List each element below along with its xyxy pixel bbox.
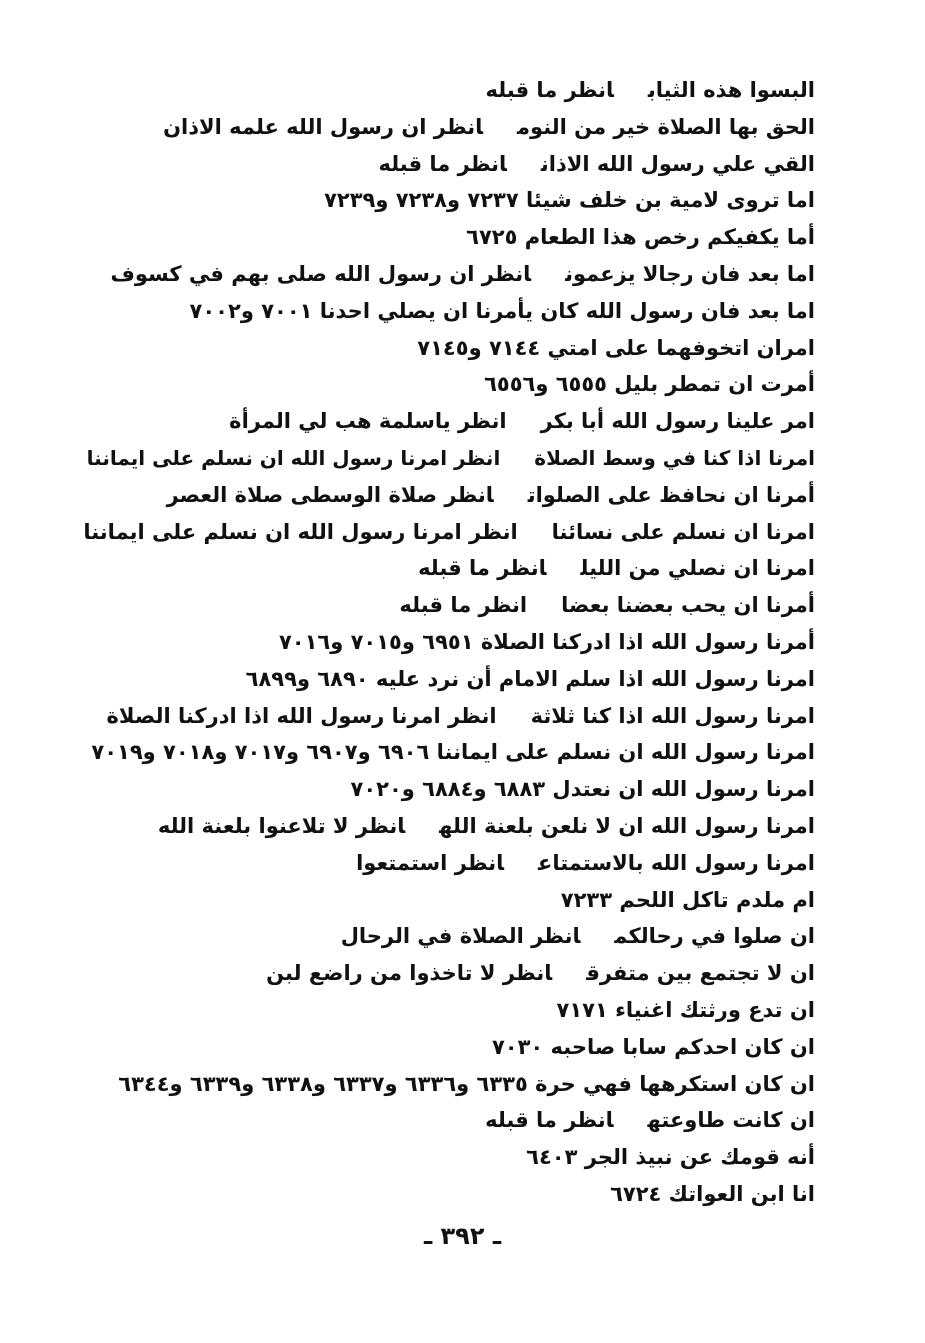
entry-heading: أنه قومك عن نبيذ الجر ٦٤٠٣: [526, 1145, 815, 1170]
entry-heading: الحق بها الصلاة خير من النوم: [517, 114, 815, 139]
entry-heading: امرنا رسول الله اذا سلم الامام أن نرد عليه ٦٨٩٠ و٦٨٩٩: [245, 666, 815, 691]
index-entry: [80, 293, 815, 330]
index-entry: [80, 698, 815, 735]
entry-heading: امرنا رسول الله ان نعتدل ٦٨٨٣ و٦٨٨٤ و٧٠٢٠: [350, 777, 815, 802]
index-entry: [80, 550, 815, 587]
entry-cross-reference: انظر الصلاة في الرحال: [340, 924, 581, 949]
entry-heading: أمرت ان تمطر بليل ٦٥٥٥ و٦٥٥٦: [484, 372, 815, 397]
index-entry: [80, 992, 815, 1029]
index-entry: [80, 661, 815, 698]
index-entry: [80, 808, 815, 845]
index-entry: [80, 109, 815, 146]
entry-cross-reference: انظر لا تاخذوا من راضع لبن: [266, 961, 553, 986]
index-entry: [80, 1176, 815, 1213]
entry-cross-reference: انظر ما قبله: [418, 556, 547, 581]
entry-heading: امر علينا رسول الله أبا بكر: [540, 409, 815, 434]
entry-heading: ان كان احدكم سابا صاحبه ٧٠٣٠: [491, 1034, 815, 1059]
entry-heading: القي علي رسول الله الاذان: [540, 151, 815, 176]
entry-heading: ان لا تجتمع بين متفرق: [586, 961, 815, 986]
index-entry: [80, 845, 815, 882]
hadith-index-list: [80, 72, 815, 1213]
index-entry: [80, 1102, 815, 1139]
index-entry: [80, 146, 815, 183]
entry-cross-reference: انظر لا تلاعنوا بلعنة الله: [157, 813, 406, 838]
entry-cross-reference: انظر ما قبله: [378, 151, 507, 176]
entry-heading: أما يكفيكم رخص هذا الطعام ٦٧٢٥: [466, 225, 815, 250]
index-entry: [80, 219, 815, 256]
entry-cross-reference: انظر ان رسول الله علمه الاذان: [163, 114, 484, 139]
entry-heading: ام ملدم تاكل اللحم ٧٢٣٣: [560, 887, 815, 912]
index-entry: [80, 918, 815, 955]
page-number: ـ ٣٩٢ ـ: [423, 1222, 502, 1250]
entry-heading: امرنا رسول الله ان لا نلعن بلعنة الله: [439, 813, 815, 838]
index-entry: [80, 182, 815, 219]
index-entry: [80, 771, 815, 808]
index-entry: [80, 955, 815, 992]
entry-heading: ان تدع ورثتك اغنياء ٧١٧١: [556, 997, 815, 1022]
entry-cross-reference: انظر استمتعوا: [356, 850, 504, 875]
entry-cross-reference: انظر ما قبله: [485, 1108, 614, 1133]
entry-heading: البسوا هذه الثياب: [647, 78, 815, 102]
index-entry: [80, 1066, 815, 1103]
entry-heading: ان صلوا في رحالكم: [614, 924, 815, 949]
index-entry: [80, 624, 815, 661]
index-entry: [80, 1139, 815, 1176]
index-entry: [80, 366, 815, 403]
index-entry: [80, 587, 815, 624]
entry-heading: امران اتخوفهما على امتي ٧١٤٤ و٧١٤٥: [417, 335, 815, 360]
entry-heading: ان كان استكرهها فهي حرة ٦٣٣٥ و٦٣٣٦ و٦٣٣٧ و٦٣٣٨ و٦٣٣٩ و٦٣٤٤: [118, 1071, 815, 1096]
index-entry: [80, 440, 815, 477]
entry-cross-reference: انظر امرنا رسول الله ان نسلم على ايماننا: [86, 445, 501, 470]
entry-heading: امرنا ان نصلي من الليل: [580, 556, 815, 581]
entry-cross-reference: انظر ان رسول الله صلى بهم في كسوف: [110, 261, 532, 286]
entry-cross-reference: انظر ما قبله: [399, 593, 528, 618]
entry-heading: امرنا رسول الله ان نسلم على ايماننا ٦٩٠٦ و٦٩٠٧ و٧٠١٧ و٧٠١٨ و٧٠١٩: [91, 740, 815, 765]
index-entry: [80, 72, 815, 109]
entry-heading: اما بعد فان رجالا يزعمون: [565, 261, 815, 286]
index-entry: [80, 330, 815, 367]
entry-heading: أمرنا ان يحب بعضنا بعضا: [561, 593, 815, 618]
entry-heading: امرنا اذا كنا في وسط الصلاة: [534, 445, 815, 470]
index-entry: [80, 734, 815, 771]
index-entry: [80, 882, 815, 919]
entry-heading: انا ابن العواتك ٦٧٢٤: [610, 1181, 815, 1206]
entry-cross-reference: انظر ياسلمة هب لي المرأة: [229, 409, 507, 434]
entry-cross-reference: انظر امرنا رسول الله اذا ادركنا الصلاة: [106, 703, 497, 728]
index-entry: [80, 403, 815, 440]
entry-heading: أمرنا ان نحافظ على الصلوات: [527, 482, 815, 507]
entry-heading: أمرنا رسول الله اذا ادركنا الصلاة ٦٩٥١ و٧٠١٥ و٧٠١٦: [278, 629, 815, 654]
index-entry: [80, 514, 815, 551]
entry-heading: امرنا ان نسلم على نسائنا: [551, 519, 815, 544]
entry-heading: اما تروى لامية بن خلف شيئا ٧٢٣٧ و٧٢٣٨ و٧٢٣٩: [324, 188, 815, 213]
index-entry: [80, 1029, 815, 1066]
entry-cross-reference: انظر امرنا رسول الله ان نسلم على ايماننا: [83, 519, 518, 544]
index-entry: [80, 256, 815, 293]
entry-cross-reference: انظر ما قبله: [485, 78, 614, 102]
entry-heading: امرنا رسول الله اذا كنا ثلاثة: [530, 703, 815, 728]
entry-heading: اما بعد فان رسول الله كان يأمرنا ان يصلي احدنا ٧٠٠١ و٧٠٠٢: [189, 298, 815, 323]
entry-heading: امرنا رسول الله بالاستمتاع: [538, 850, 815, 875]
entry-heading: ان كانت طاوعته: [647, 1108, 815, 1133]
index-entry: [80, 477, 815, 514]
entry-cross-reference: انظر صلاة الوسطى صلاة العصر: [166, 482, 494, 507]
